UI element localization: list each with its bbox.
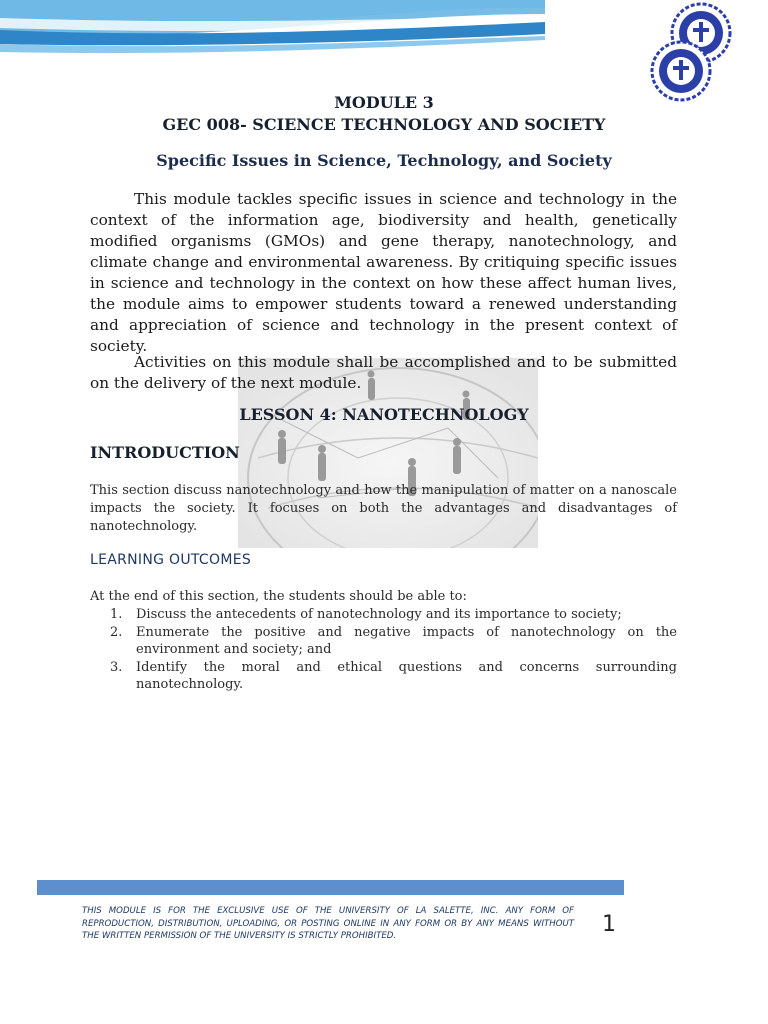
introduction-text: This section discuss nanotechnology and how the manipulation of matter on a nanoscale impacts the society. It focuses on both the advantages and disadvantages of nanotechnology.: [90, 483, 677, 534]
course-title: GEC 008- SCIENCE TECHNOLOGY AND SOCIETY: [162, 115, 606, 134]
list-item: [90, 606, 677, 624]
introduction-heading: INTRODUCTION: [90, 443, 240, 462]
list-item-text: Discuss the antecedents of nanotechnology and its importance to society;: [136, 607, 622, 622]
module-description-paragraph: This module tackles specific issues in science and technology in the context of the information age, biodiversity and health, genetically modified organisms (GMOs) and gene therapy, nanotechnology, and climate change and environmental awareness. By critiquing specific issues in science and technology in the context on how these affect human lives, the module aims to empower students toward a renewed understanding and appreciation of science and technology in the present context of society.: [90, 190, 677, 355]
copyright-notice: THIS MODULE IS FOR THE EXCLUSIVE USE OF THE UNIVERSITY OF LA SALETTE, INC. ANY FORM OF REPRODUCTION, DISTRIBUTION, UPLOADING, OR POSTING ONLINE IN ANY FORM OR BY ANY MEANS WITHOUT THE WRITTEN PERMISSION OF THE UNIVERSITY IS STRICTLY PROHIBITED.: [82, 906, 574, 941]
list-item: [90, 659, 677, 694]
learning-outcomes-heading: LEARNING OUTCOMES: [90, 552, 252, 568]
activities-note-paragraph: Activities on this module shall be accomplished and to be submitted on the delivery of the next module.: [90, 353, 677, 392]
learning-outcomes-list: [90, 606, 677, 694]
page-number: 1: [602, 912, 616, 937]
list-item-number: 3.: [110, 659, 123, 675]
list-item-text: Identify the moral and ethical questions and concerns surrounding nanotechnology.: [136, 659, 677, 692]
lesson-title: LESSON 4: NANOTECHNOLOGY: [239, 405, 529, 424]
list-item-number: 2.: [110, 624, 123, 640]
learning-outcomes-lead: At the end of this section, the students should be able to:: [90, 589, 467, 604]
subject-title: Specific Issues in Science, Technology, and Society: [156, 151, 612, 170]
footer-bar: [37, 880, 624, 895]
module-title: MODULE 3: [334, 93, 434, 112]
list-item-number: 1.: [110, 607, 123, 622]
header-wave-banner: [0, 0, 545, 60]
list-item-text: Enumerate the positive and negative impacts of nanotechnology on the environment and society; and: [136, 624, 677, 657]
list-item: [90, 624, 677, 659]
